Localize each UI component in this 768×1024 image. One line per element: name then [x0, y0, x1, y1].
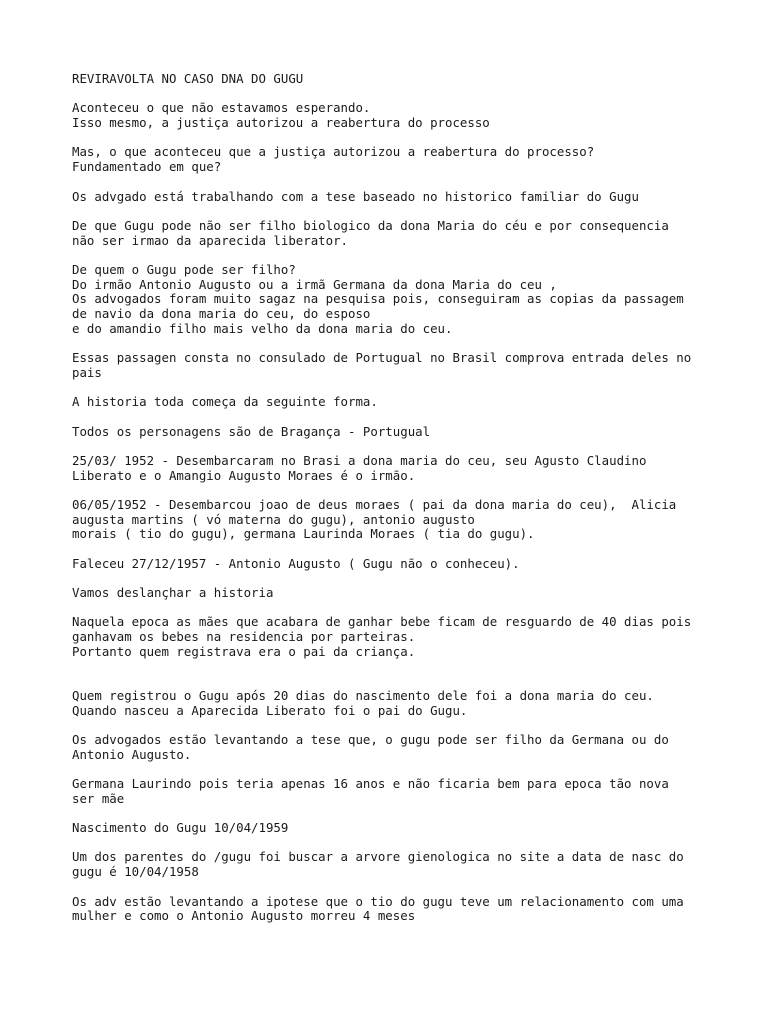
blank-line	[72, 483, 712, 498]
text-line: Liberato e o Amangio Augusto Moraes é o irmão.	[72, 467, 416, 483]
text-line: Os advogados foram muito sagaz na pesquisa pois, conseguiram as copias da passagem	[72, 291, 684, 307]
blank-line	[72, 836, 712, 851]
text-line: gugu é 10/04/1958	[72, 864, 199, 880]
text-line: não ser irmao da aparecida liberator.	[72, 232, 349, 248]
text-line: Os advgado está trabalhando com a tese baseado no historico familiar do Gugu	[72, 188, 639, 204]
blank-line	[72, 87, 712, 102]
text-line: Aconteceu o que não estavamos esperando.	[72, 100, 371, 116]
text-line: Naquela epoca as mães que acabara de ganhar bebe ficam de resguardo de 40 dias pois	[72, 614, 692, 630]
text-line: augusta martins ( vó materna do gugu), antonio augusto	[72, 511, 475, 527]
text-line: Nascimento do Gugu 10/04/1959	[72, 820, 289, 836]
text-line: Do irmão Antonio Augusto ou a irmã Germana da dona Maria do ceu ,	[72, 276, 557, 292]
text-line: Mas, o que aconteceu que a justiça autorizou a reabertura do processo?	[72, 144, 595, 160]
text-line: Vamos deslançhar a historia	[72, 585, 274, 601]
blank-line	[72, 204, 712, 219]
blank-line	[72, 175, 712, 190]
text-line: mulher e como o Antonio Augusto morreu 4 meses	[72, 908, 416, 924]
text-line: ganhavam os bebes na residencia por parteiras.	[72, 629, 416, 645]
blank-line	[72, 248, 712, 263]
text-line: Os adv estão levantando a ipotese que o tio do gugu teve um relacionamento com uma	[72, 893, 684, 909]
blank-line	[72, 601, 712, 616]
text-line: de navio da dona maria do ceu, do esposo	[72, 306, 371, 321]
blank-line	[72, 410, 712, 425]
document-body	[72, 72, 712, 924]
blank-line	[72, 571, 712, 586]
text-line: Germana Laurindo pois teria apenas 16 anos e não ficaria bem para epoca tão nova	[72, 776, 669, 791]
text-line: Fundamentado em que?	[72, 159, 222, 175]
text-line: Os advogados estão levantando a tese que, o gugu pode ser filho da Germana ou do	[72, 731, 669, 747]
blank-line	[72, 674, 712, 689]
text-line: Antonio Augusto.	[72, 746, 192, 762]
text-line: Todos os personagens são de Bragança - Portugual	[72, 423, 431, 439]
blank-line	[72, 439, 712, 454]
blank-line	[72, 131, 712, 146]
blank-line	[72, 380, 712, 395]
text-line: Quem registrou o Gugu após 20 dias do nascimento dele foi a dona maria do ceu.	[72, 687, 654, 703]
blank-line	[72, 880, 712, 895]
text-line: e do amandio filho mais velho da dona maria do ceu.	[72, 320, 453, 336]
text-line: pais	[72, 364, 102, 380]
text-line: Portanto quem registrava era o pai da criança.	[72, 643, 416, 659]
blank-line	[72, 762, 712, 777]
text-line: De que Gugu pode não ser filho biologico da dona Maria do céu e por consequencia	[72, 217, 669, 233]
document-title: REVIRAVOLTA NO CASO DNA DO GUGU	[72, 71, 304, 86]
blank-line	[72, 660, 712, 675]
blank-line	[72, 718, 712, 733]
blank-line	[72, 806, 712, 821]
blank-line	[72, 542, 712, 557]
text-line: Quando nasceu a Aparecida Liberato foi o pai do Gugu.	[72, 702, 468, 718]
text-line: 06/05/1952 - Desembarcou joao de deus moraes ( pai da dona maria do ceu), Alicia	[72, 496, 677, 512]
text-line: Isso mesmo, a justiça autorizou a reabertura do processo	[72, 115, 490, 131]
text-line: Essas passagen consta no consulado de Portugual no Brasil comprova entrada deles no	[72, 350, 692, 366]
text-line: ser mãe	[72, 790, 125, 806]
text-line: Faleceu 27/12/1957 - Antonio Augusto ( Gugu não o conheceu).	[72, 555, 520, 571]
text-line: 25/03/ 1952 - Desembarcaram no Brasi a dona maria do ceu, seu Agusto Claudino	[72, 452, 647, 468]
blank-line	[72, 336, 712, 351]
text-line: A historia toda começa da seguinte forma.	[72, 394, 378, 410]
text-line: morais ( tio do gugu), germana Laurinda Moraes ( tia do gugu).	[72, 526, 535, 542]
text-line: Um dos parentes do /gugu foi buscar a arvore gienologica no site a data de nasc do	[72, 849, 684, 865]
text-line: De quem o Gugu pode ser filho?	[72, 261, 296, 277]
